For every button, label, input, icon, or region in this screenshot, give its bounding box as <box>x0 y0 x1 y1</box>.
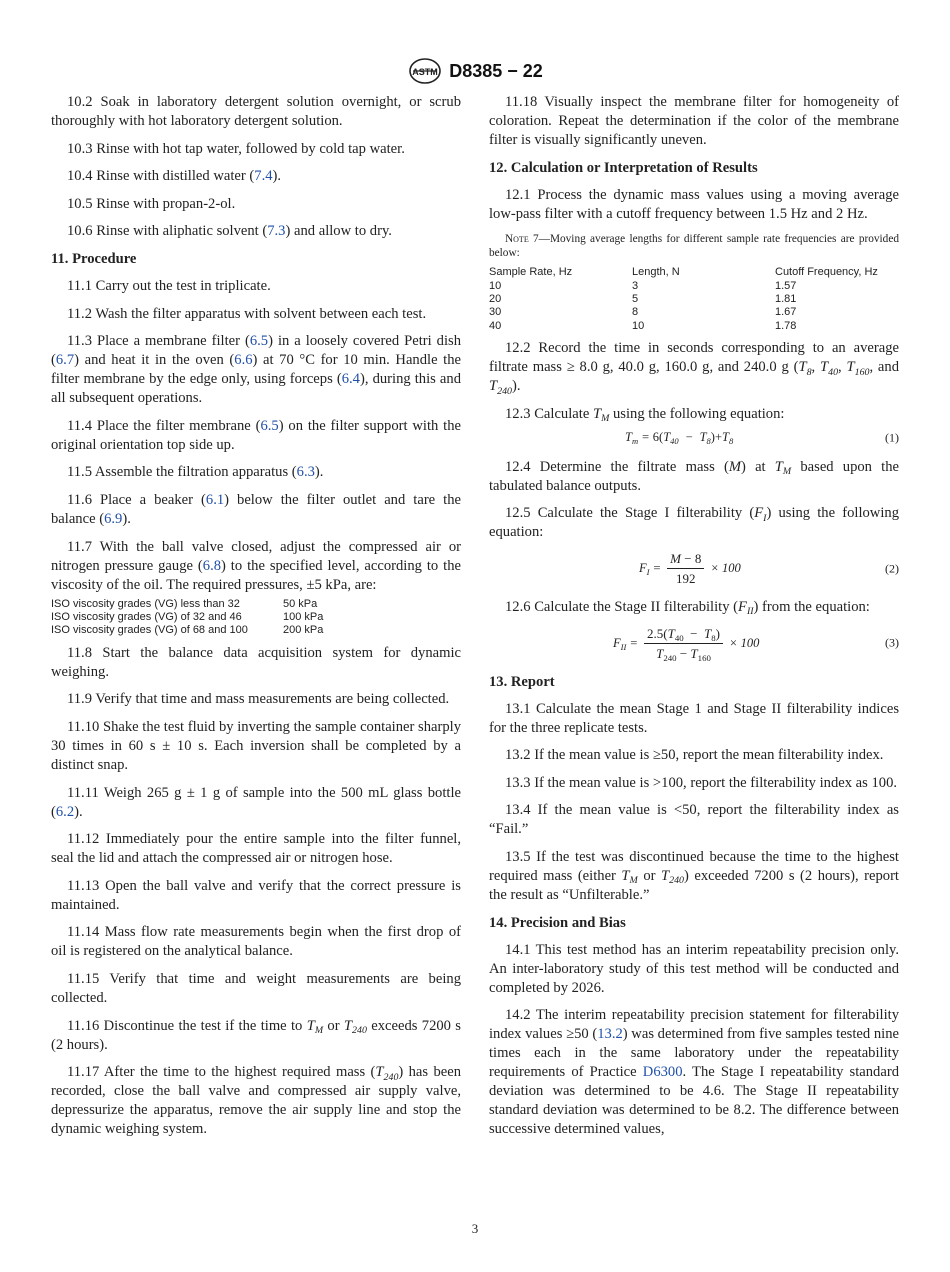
pressure-table <box>51 598 323 638</box>
table-row <box>489 293 878 306</box>
ref-link[interactable]: 6.4 <box>341 371 360 388</box>
ref-link[interactable]: 6.5 <box>260 417 279 434</box>
table-cell: 40 <box>489 319 502 332</box>
table-cell: 8 <box>632 306 639 319</box>
table-row <box>489 306 878 319</box>
para-13-5: 13.5 If the test was discontinued because the time to the highest required mass (either $T_M$ or $T_{240}$) exceeded 7200 s (2 hours), report the result as “Unfilterable.” <box>489 848 899 903</box>
table-row <box>51 598 323 611</box>
para-10-4: 10.4 Rinse with distilled water (7.4). <box>67 168 282 185</box>
ref-link[interactable]: 6.1 <box>205 491 225 508</box>
table-cell: 5 <box>632 293 639 305</box>
para-11-16: 11.16 Discontinue the test if the time to $T_M$ or $T_{240}$ exceeds 7200 s (2 hours). <box>51 1017 461 1053</box>
ref-link[interactable]: 7.4 <box>254 168 273 185</box>
ref-link[interactable]: 6.6 <box>234 352 253 369</box>
column-header: Cutoff Frequency, Hz <box>775 266 878 279</box>
para-12-4: 12.4 Determine the filtrate mass (M) at $T_M$ based upon the tabulated balance outputs. <box>489 458 899 494</box>
para-13-3: 13.3 If the mean value is >100, report the filterability index as 100. <box>505 774 898 791</box>
table-cell: 10 <box>632 319 645 332</box>
ref-link[interactable]: 6.5 <box>249 333 269 350</box>
para-11-14: 11.14 Mass flow rate measurements begin when the first drop of oil is registered on the analytical balance. <box>51 924 461 960</box>
table-row <box>489 280 878 293</box>
equation-number: (1) <box>885 430 899 445</box>
para-14-2: 14.2 The interim repeatability precision statement for filterability index values ≥50 (13.2) was determined from five samples tested nine times each in the same laboratory under the repeatability requirements of Practice D6300. The Stage I repeatability standard deviation was determined to be 4.6. The Stage II repeatability standard deviation was determined to be 8.2. The difference between successive determined values, <box>489 1007 899 1138</box>
para-11-2: 11.2 Wash the filter apparatus with solvent between each test. <box>67 305 427 322</box>
table-row <box>489 320 878 333</box>
astm-logo-icon <box>407 57 443 85</box>
para-11-8: 11.8 Start the balance data acquisition system for dynamic weighing. <box>51 644 461 680</box>
table-header-row <box>489 266 878 279</box>
right-column <box>489 93 899 1148</box>
ref-link[interactable]: 6.8 <box>202 557 222 574</box>
para-11-4: 11.4 Place the filter membrane (6.5) on the filter support with the original orientation top side up. <box>51 417 461 453</box>
note-7: Note 7—Moving average lengths for different sample rate frequencies are provided below: <box>489 233 899 260</box>
para-14-1: 14.1 This test method has an interim repeatability precision only. An inter-laboratory study of this test method will be conducted and completed by 2026. <box>489 941 899 996</box>
table-cell: 1.67 <box>775 306 797 319</box>
para-13-4: 13.4 If the mean value is <50, report the filterability index as “Fail.” <box>489 802 899 838</box>
table-cell: 200 kPa <box>283 624 324 637</box>
page-header <box>0 54 950 88</box>
table-cell: 1.81 <box>775 293 797 305</box>
table-cell: 3 <box>632 279 639 292</box>
para-11-1: 11.1 Carry out the test in triplicate. <box>67 277 271 294</box>
equation-3: $F_{II}$ = $\frac{2.5(T_{40} - T_8)}{T_{240} - T_{160}}$ × 100 (3) <box>613 625 899 663</box>
moving-average-table <box>489 266 878 333</box>
section-heading-12: 12. Calculation or Interpretation of Results <box>489 159 758 176</box>
para-11-3: 11.3 Place a membrane filter (6.5) in a loosely covered Petri dish (6.7) and heat it in the oven (6.6) at 70 °C for 10 min. Handle the filter membrane by the edge only, using forceps (6.4), during this and all subsequent operations. <box>51 333 462 407</box>
para-11-6: 11.6 Place a beaker (6.1) below the filter outlet and tare the balance (6.9). <box>51 491 461 527</box>
para-12-3: 12.3 Calculate $T_M$ using the following equation: <box>505 405 785 425</box>
section-heading-11: 11. Procedure <box>51 250 137 267</box>
equation-1: $T_m$ = 6( T $_{40}$ − T $_8$ )+ T $_8$ (1) <box>625 430 899 447</box>
page-number: 3 <box>471 1221 479 1236</box>
table-row <box>51 611 323 624</box>
para-12-1: 12.1 Process the dynamic mass values using a moving average low-pass filter with a cutoff frequency between 1.5 Hz and 2 Hz. <box>489 186 899 222</box>
equation-2: $F_I$ = $\frac{M - 8}{192}$ × 100 (2) <box>639 551 899 586</box>
table-cell: ISO viscosity grades (VG) less than 32 <box>51 597 240 610</box>
para-11-5: 11.5 Assemble the filtration apparatus (6.3). <box>67 464 324 481</box>
ref-link[interactable]: 6.9 <box>104 510 123 527</box>
equation-number: (3) <box>885 635 899 650</box>
para-10-6: 10.6 Rinse with aliphatic solvent (7.3) and allow to dry. <box>67 223 392 240</box>
svg-text:ASTM: ASTM <box>412 67 438 77</box>
para-11-13: 11.13 Open the ball valve and verify that the correct pressure is maintained. <box>51 877 461 913</box>
ref-link[interactable]: 6.3 <box>296 464 315 481</box>
ref-link[interactable]: D6300 <box>642 1064 683 1081</box>
para-11-7: 11.7 With the ball valve closed, adjust the compressed air or nitrogen pressure gauge (6.8) to the specified level, according to the viscosity of the oil. The required pressures, ±5 kPa, are: <box>51 538 461 593</box>
ref-link[interactable]: 13.2 <box>597 1026 623 1043</box>
left-column <box>51 93 461 1148</box>
para-11-9: 11.9 Verify that time and mass measurements are being collected. <box>67 691 450 708</box>
table-cell: 30 <box>489 306 502 319</box>
para-10-2: 10.2 Soak in laboratory detergent solution overnight, or scrub thoroughly with hot laboratory detergent solution. <box>51 94 461 129</box>
table-cell: ISO viscosity grades (VG) of 68 and 100 <box>51 624 248 637</box>
table-row <box>51 624 323 637</box>
para-10-5: 10.5 Rinse with propan-2-ol. <box>67 195 236 212</box>
para-11-15: 11.15 Verify that time and weight measurements are being collected. <box>51 970 461 1006</box>
column-header: Length, N <box>632 266 680 279</box>
section-heading-13: 13. Report <box>489 673 555 690</box>
table-cell: 1.78 <box>775 319 797 332</box>
para-12-6: 12.6 Calculate the Stage II filterability $(F_{II})$ from the equation: <box>505 599 870 618</box>
para-10-3: 10.3 Rinse with hot tap water, followed by cold tap water. <box>67 140 405 157</box>
table-cell: 1.57 <box>775 279 797 292</box>
ref-link[interactable]: 7.3 <box>267 223 286 240</box>
table-cell: 20 <box>489 293 502 305</box>
para-11-12: 11.12 Immediately pour the entire sample into the filter funnel, seal the lid and attach the compressed air or nitrogen hose. <box>51 831 461 867</box>
para-11-18: 11.18 Visually inspect the membrane filter for homogeneity of coloration. Repeat the determination if the color of the membrane filter is visually significantly uneven. <box>489 94 899 148</box>
table-cell: 50 kPa <box>283 597 318 610</box>
equation-number: (2) <box>885 561 899 575</box>
para-11-17: 11.17 After the time to the highest required mass $(T_{240})$ has been recorded, close the ball valve and compressed air supply valve, depressurize the apparatus, remove the air supply line and stop the dynamic weighing system. <box>51 1064 461 1138</box>
para-12-2: 12.2 Record the time in seconds corresponding to an average filtrate mass ≥ 8.0 g, 40.0 g, 160.0 g, and 240.0 g ($T_8$, $T_{40}$, $T_{160}$, and $T_{240}$). <box>489 340 900 397</box>
para-12-5: 12.5 Calculate the Stage I filterability $(F_I)$ using the following equation: <box>489 505 899 541</box>
table-cell: 100 kPa <box>283 610 324 623</box>
para-13-2: 13.2 If the mean value is ≥50, report the mean filterability index. <box>505 747 884 764</box>
table-cell: ISO viscosity grades (VG) of 32 and 46 <box>51 610 242 623</box>
para-11-10: 11.10 Shake the test fluid by inverting the sample container sharply 30 times in 60 s ± 10 s. Each inversion shall be completed by a distinct snap. <box>51 718 461 773</box>
section-heading-14: 14. Precision and Bias <box>489 914 626 931</box>
para-13-1: 13.1 Calculate the mean Stage 1 and Stage II filterability indices for the three replicate tests. <box>489 700 899 736</box>
table-cell: 10 <box>489 279 502 292</box>
para-11-11: 11.11 Weigh 265 g ± 1 g of sample into the 500 mL glass bottle (6.2). <box>51 784 461 820</box>
ref-link[interactable]: 6.7 <box>55 352 75 369</box>
column-header: Sample Rate, Hz <box>489 266 573 279</box>
document-id: D8385 − 22 <box>449 60 543 81</box>
ref-link[interactable]: 6.2 <box>55 803 75 820</box>
